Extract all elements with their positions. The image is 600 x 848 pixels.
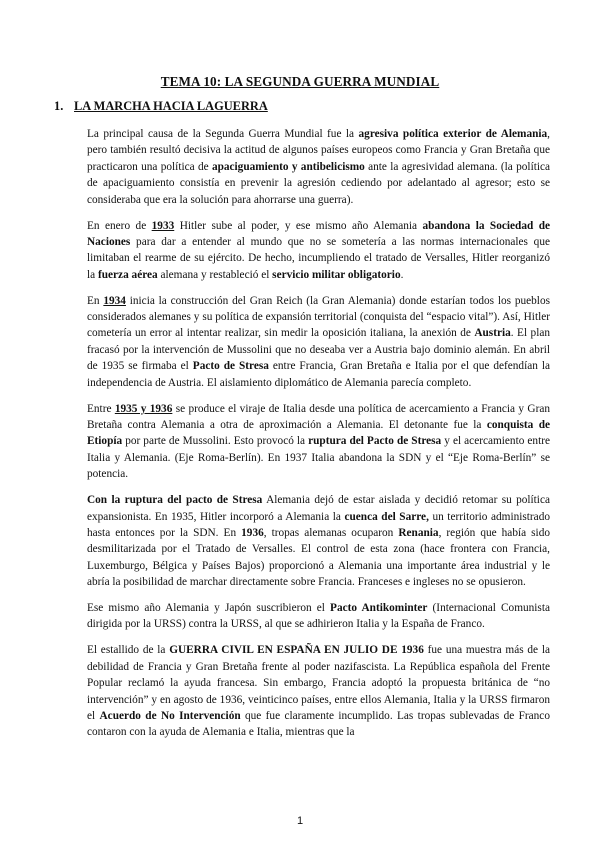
paragraph [87,642,550,740]
section-number: 1. [54,99,64,113]
paragraph-text: entre Francia, Gran Bretaña e Italia por el que defendían la independencia de Austria. El aislamiento diplomático de Alemania parecía completo. [87,360,550,389]
emphasis-text: servicio militar obligatorio [272,268,401,281]
paragraph-text: . El plan fracasó por la intervención de Mussolini que no deseaba ver a Austria bajo dominio alemán. En abril de 1935 se firmaba el [87,327,550,373]
paragraph-text: (Internacional Comunista dirigida por la URSS) contra la URSS, al que se adhirieron Italia y la España de Franco. [87,602,550,631]
emphasis-text: Acuerdo de No Intervención [99,710,241,722]
paragraph-text: fue una muestra más de la debilidad de Francia y Gran Bretaña frente al poder nazifascista. La República española del Frente Popular reclamó la ayuda francesa. Sin embargo, Francia adoptó la propuesta británica de “no intervención” y en agosto de 1936, veinticinco países, entre ellos Alemania, Italia y la URSS firmaron el [87,644,550,722]
paragraph [87,600,550,633]
emphasis-text: abandona la Sociedad de Naciones [87,219,550,248]
paragraph-text: El estallido de la [87,644,170,657]
emphasis-text: cuenca del Sarre, [344,510,429,523]
emphasis-text: Renania [398,526,439,539]
emphasis-text: GUERRA CIVIL EN ESPAÑA EN JULIO DE 1936 [169,644,424,657]
emphasis-text: Austria [474,327,511,340]
page-number: 1 [296,815,304,827]
emphasis-text: Pacto de Stresa [192,360,269,373]
section-heading [54,99,268,114]
paragraph-text: , tropas alemanas ocuparon [263,526,399,539]
document-body [87,126,550,750]
paragraph-text: un territorio administrado hasta entonces por la SDN. En [87,510,550,539]
paragraph-text: inicia la construcción del Gran Reich (la Gran Alemania) donde estarían todos los pueblos considerados alemanes y su política de expansión territorial (conquista del “espacio vital”). Así, Hitler cometería un error al intentar realizar, sin medir la oposición italiana, la anexión de [87,294,550,340]
document-title: TEMA 10: LA SEGUNDA GUERRA MUNDIAL [160,74,440,89]
paragraph-text: que fue claramente incumplido. Las tropas sublevadas de Franco contaron con la ayuda de Alemania e Italia, mientras que la [87,710,550,739]
emphasis-text: fuerza aérea [97,268,158,281]
emphasis-text: conquista de Etiopía [87,419,550,448]
paragraph-text: La principal causa de la Segunda Guerra Mundial fue la [87,128,359,140]
emphasis-text: 1933 [151,219,175,232]
emphasis-text: apaciguamiento y antibelicismo [211,160,365,173]
paragraph-text: En enero de [87,219,152,232]
section-title: LA MARCHA HACIA LAGUERRA [74,99,268,113]
paragraph-text: Hitler sube al poder, y ese mismo año Alemania [174,219,423,232]
paragraph [87,126,550,208]
emphasis-text: 1935 y 1936 [114,402,173,415]
paragraph-text: Entre [87,402,115,415]
paragraph [87,492,550,590]
emphasis-text: Con la ruptura del pacto de Stresa [87,494,263,507]
emphasis-text: ruptura del Pacto de Stresa [308,435,442,448]
paragraph-text: por parte de Mussolini. Esto provocó la [122,435,309,448]
emphasis-text: agresiva política exterior de Alemania [358,128,548,140]
emphasis-text: Pacto Antikominter [330,602,428,615]
paragraph-text: . [400,268,404,281]
paragraph-text: En [87,294,104,307]
paragraph-text: y el acercamiento entre Italia y Alemania. (Eje Roma-Berlín). En 1937 Italia abandona la SDN y el “Eje Roma-Berlín” se potencia. [87,435,550,481]
paragraph [87,218,550,284]
paragraph-text: , región que había sido desmilitarizada por el Tratado de Versalles. El control de esta zona (hace frontera con Francia, Luxemburgo, Bélgica y Países Bajos) proporcionó a Alemania una importante área industrial y le abría la posibilidad de marchar directamente sobre Francia. Franceses e ingleses no se opusieron. [87,526,550,589]
paragraph-text: se produce el viraje de Italia desde una política de acercamiento a Francia y Gran Bretaña contra Alemania a otra de aproximación a Alemania. El detonante fue la [87,402,550,431]
paragraph-text: , pero también resultó decisiva la actitud de algunos países europeos como Francia y Gran Bretaña que practicaron una política de [87,128,550,173]
paragraph [87,401,550,483]
paragraph-text: alemana y restableció el [157,268,273,281]
paragraph-text: ante la agresividad alemana. (la política de apaciguamiento consistía en prevenir la agresión cediendo por adelantado al agresor; esto se consideraba que era la solución para ahorrarse una guerra). [87,160,551,206]
paragraph [87,293,550,391]
emphasis-text: 1936 [241,526,264,539]
paragraph-text: Ese mismo año Alemania y Japón suscribieron el [87,602,331,615]
emphasis-text: 1934 [103,294,126,307]
paragraph-text: Alemania dejó de estar aislada y decidió retomar su política expansionista. En 1935, Hitler incorporó a Alemania la [87,494,550,523]
paragraph-text: para dar a entender al mundo que no se sometería a las normas internacionales que limitaban el rearme de su ejército. De hecho, incumpliendo el tratado de Versalles, Hitler reorganizó la [87,235,550,281]
